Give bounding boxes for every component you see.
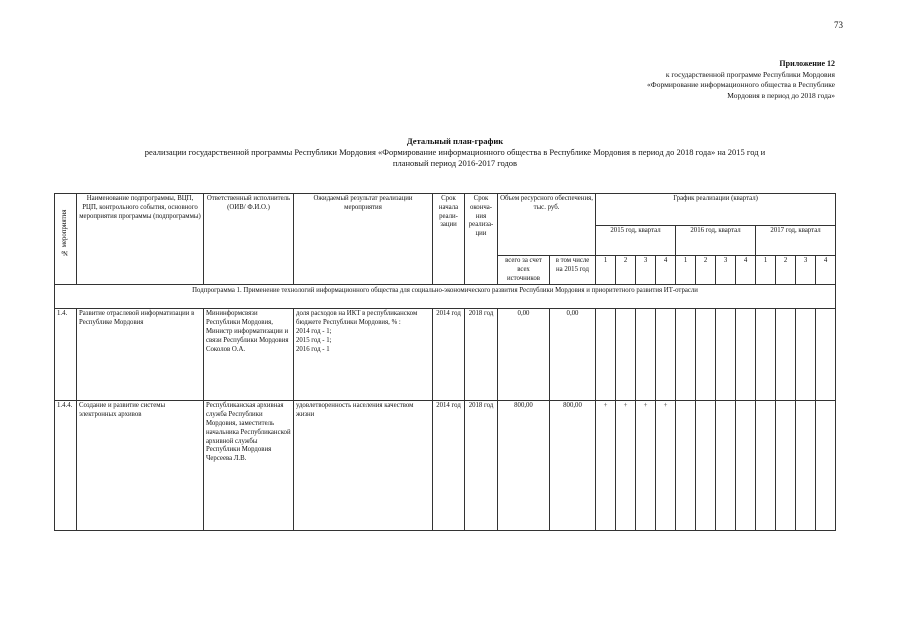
row-2015: 800,00 <box>550 401 596 531</box>
row-name: Создание и развитие системы электронных архивов <box>77 401 204 531</box>
quarter-mark <box>696 401 716 531</box>
quarter-mark <box>676 401 696 531</box>
header-funding-total: всего за счет всех источников <box>498 256 550 285</box>
header-year-2017: 2017 год, квартал <box>756 226 836 256</box>
header-responsible: Ответственный исполнитель (ОИВ/ Ф.И.О.) <box>204 194 294 285</box>
header-schedule: График реализации (квартал) <box>596 194 836 226</box>
header-name: Наименование подпрограммы, ВЦП, РЦП, контрольного события, основного мероприятия программы (подпрограммы) <box>77 194 204 285</box>
quarter-mark <box>716 309 736 401</box>
quarter-mark <box>776 401 796 531</box>
quarter-header: 4 <box>656 256 676 285</box>
table-row <box>55 401 836 531</box>
quarter-mark <box>756 309 776 401</box>
quarter-header: 1 <box>756 256 776 285</box>
appendix-line: к государственной программе Республики Мордовия <box>665 69 835 79</box>
header-year-2015: 2015 год, квартал <box>596 226 676 256</box>
quarter-mark <box>656 309 676 401</box>
quarter-mark <box>676 309 696 401</box>
row-num: 1.4. <box>55 309 77 401</box>
quarter-header: 3 <box>796 256 816 285</box>
quarter-mark: + <box>656 401 676 531</box>
header-num-cell <box>55 194 77 285</box>
quarter-header: 3 <box>636 256 656 285</box>
quarter-mark <box>776 309 796 401</box>
document-title <box>40 136 870 169</box>
quarter-mark <box>756 401 776 531</box>
quarter-header: 2 <box>616 256 636 285</box>
quarter-mark <box>596 309 616 401</box>
header-funding-2015: в том числе на 2015 год <box>550 256 596 285</box>
appendix-title: Приложение 12 <box>779 59 835 68</box>
header-result: Ожидаемый результат реализации мероприятия <box>294 194 433 285</box>
header-start: Срок начала реали-зации <box>433 194 465 285</box>
title-subtitle-period: плановый период 2016-2017 годов <box>392 158 518 168</box>
row-result: удовлетворенность населения качеством жизни <box>294 401 433 531</box>
header-end: Срок оконча-ния реализа-ции <box>465 194 498 285</box>
row-responsible: Мининформсвязи Республики Мордовия, Министр информатизации и связи Республики Мордовия Соколов О.А. <box>204 309 294 401</box>
appendix-block <box>535 59 835 101</box>
row-responsible: Республиканская архивная служба Республики Мордовия, заместитель начальника Республиканской архивной службы Республики Мордовия Черсеева Л.В. <box>204 401 294 531</box>
quarter-header: 2 <box>696 256 716 285</box>
schedule-table <box>54 193 836 531</box>
quarter-mark <box>796 401 816 531</box>
row-start: 2014 год <box>433 309 465 401</box>
page-number: 73 <box>834 20 843 30</box>
table-row <box>55 309 836 401</box>
appendix-line: Мордовия в период до 2018 года» <box>727 90 835 100</box>
quarter-mark <box>736 401 756 531</box>
subprogram-header: Подпрограмма 1. Применение технологий информационного общества для социально-экономического развития Республики Мордовия и приоритетного развития ИТ-отрасли <box>55 285 836 309</box>
quarter-mark: + <box>596 401 616 531</box>
quarter-mark <box>616 309 636 401</box>
title-heading: Детальный план-график <box>406 136 504 146</box>
quarter-header: 1 <box>676 256 696 285</box>
quarter-header: 2 <box>776 256 796 285</box>
header-num: № мероприятия <box>61 209 69 257</box>
quarter-mark <box>816 309 836 401</box>
quarter-mark: + <box>636 401 656 531</box>
quarter-header: 4 <box>816 256 836 285</box>
row-result: доля расходов на ИКТ в республиканском бюджете Республики Мордовия, % : 2014 год - 1; 2015 год - 1; 2016 год - 1 <box>294 309 433 401</box>
row-total: 800,00 <box>498 401 550 531</box>
quarter-header: 4 <box>736 256 756 285</box>
quarter-mark <box>796 309 816 401</box>
quarter-mark <box>816 401 836 531</box>
header-funding: Объем ресурсного обеспечения, тыс. руб. <box>498 194 596 256</box>
quarter-mark <box>736 309 756 401</box>
header-year-2016: 2016 год, квартал <box>676 226 756 256</box>
row-2015: 0,00 <box>550 309 596 401</box>
quarter-mark: + <box>616 401 636 531</box>
row-end: 2018 год <box>465 309 498 401</box>
quarter-header: 3 <box>716 256 736 285</box>
row-start: 2014 год <box>433 401 465 531</box>
quarter-mark <box>716 401 736 531</box>
row-end: 2018 год <box>465 401 498 531</box>
quarter-mark <box>636 309 656 401</box>
row-num: 1.4.4. <box>55 401 77 531</box>
row-total: 0,00 <box>498 309 550 401</box>
quarter-mark <box>696 309 716 401</box>
quarter-header: 1 <box>596 256 616 285</box>
row-name: Развитие отраслевой информатизации в Республике Мордовия <box>77 309 204 401</box>
title-subtitle: реализации государственной программы Республики Мордовия «Формирование информационного общества в Республике Мордовия в период до 2018 года» на 2015 год и <box>144 147 766 157</box>
appendix-line: «Формирование информационного общества в Республике <box>647 80 835 89</box>
